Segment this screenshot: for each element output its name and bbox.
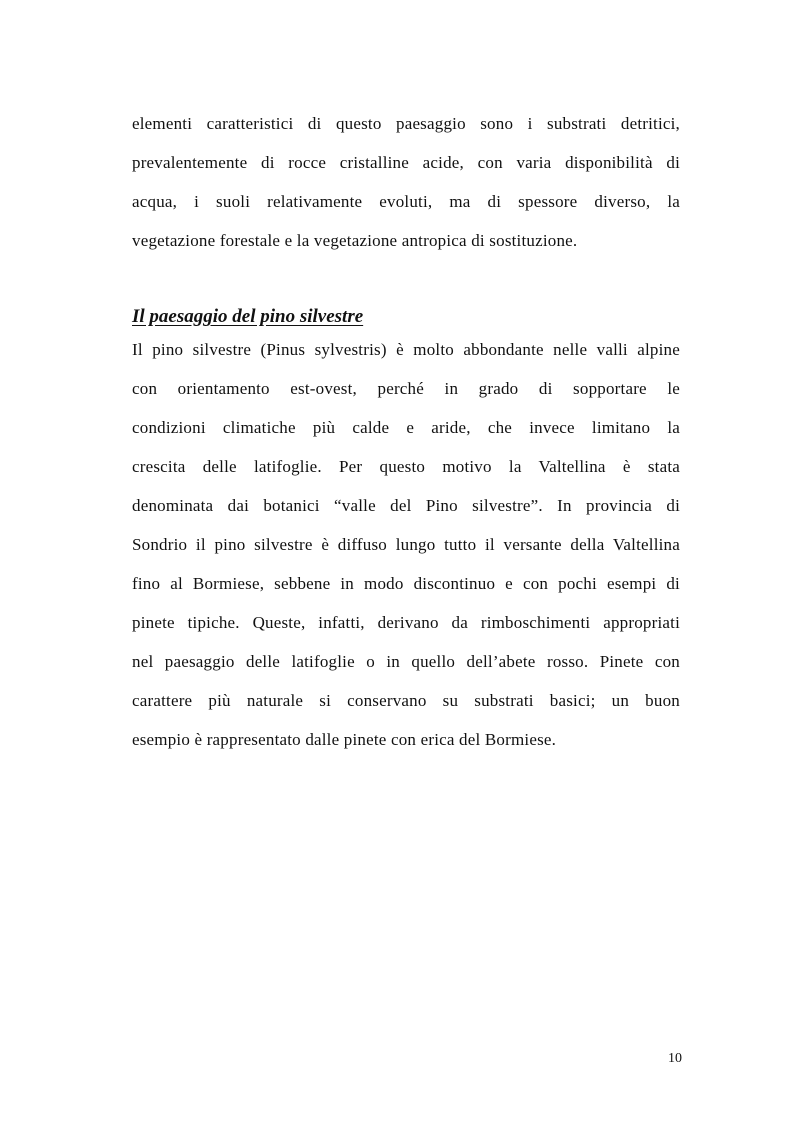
section-heading: Il paesaggio del pino silvestre [132,306,364,327]
text-line: vegetazione forestale e la vegetazione antropica di sostituzione. [132,231,578,250]
text-line: con orientamento est-ovest, perché in grado di sopportare le [132,379,680,398]
text-line: pinete tipiche. Queste, infatti, derivano da rimboschimenti appropriati [132,613,680,632]
text-line: esempio è rappresentato dalle pinete con erica del Bormiese. [132,730,557,749]
text-line: denominata dai botanici “valle del Pino silvestre”. In provincia di [132,496,680,515]
text-line: acqua, i suoli relativamente evoluti, ma di spessore diverso, la [132,192,680,211]
paragraph-landscape-elements [132,104,680,260]
text-line: crescita delle latifoglie. Per questo motivo la Valtellina è stata [132,457,680,476]
text-line: elementi caratteristici di questo paesaggio sono i substrati detritici, [132,114,680,133]
text-line: nel paesaggio delle latifoglie o in quello dell’abete rosso. Pinete con [132,652,680,671]
page-number: 10 [668,1051,682,1066]
text-line: carattere più naturale si conservano su substrati basici; un buon [132,691,680,710]
paragraph-scots-pine [132,330,680,759]
text-line: Il pino silvestre (Pinus sylvestris) è molto abbondante nelle valli alpine [132,340,680,359]
text-line: Sondrio il pino silvestre è diffuso lungo tutto il versante della Valtellina [132,535,680,554]
text-line: condizioni climatiche più calde e aride, che invece limitano la [132,418,680,437]
text-line: prevalentemente di rocce cristalline acide, con varia disponibilità di [132,153,680,172]
text-line: fino al Bormiese, sebbene in modo discontinuo e con pochi esempi di [132,574,680,593]
